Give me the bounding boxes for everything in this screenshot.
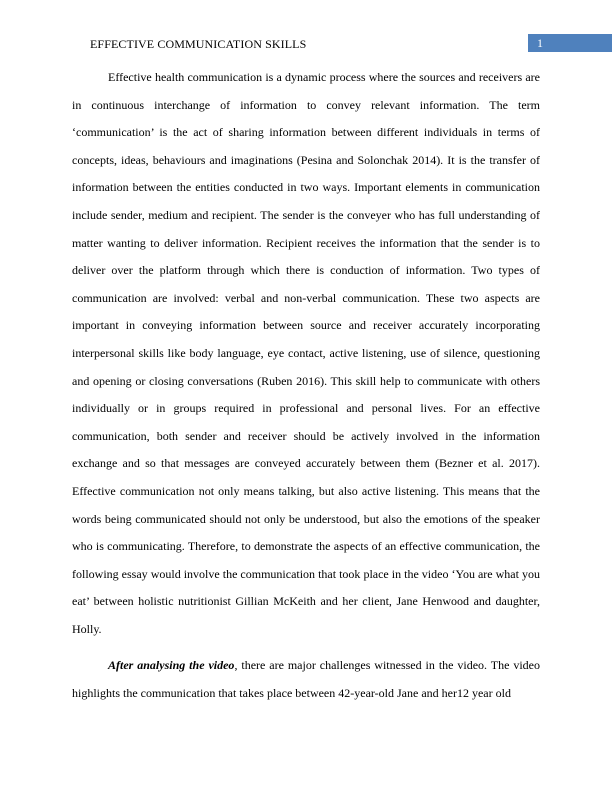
paragraph-2	[72, 652, 540, 707]
page-number-box	[528, 34, 612, 52]
page-number: 1	[537, 36, 543, 50]
paragraph-1: Effective health communication is a dynamic process where the sources and receivers are in continuous interchange of information to convey relevant information. The term ‘communication’ is the act of sharing information between different individuals in terms of concepts, ideas, behaviours and imaginations (Pesina and Solonchak 2014). It is the transfer of information between the entities conducted in two ways. Important elements in communication include sender, medium and recipient. The sender is the conveyer who has full understanding of matter wanting to deliver information. Recipient receives the information that the sender is to deliver over the platform through which there is conduction of information. Two types of communication are involved: verbal and non-verbal communication. These two aspects are important in conveying information between source and receiver accurately incorporating interpersonal skills like body language, eye contact, active listening, use of silence, questioning and opening or closing conversations (Ruben 2016). This skill help to communicate with others individually or in groups required in professional and personal lives. For an effective communication, both sender and receiver should be actively involved in the information exchange and so that messages are conveyed accurately between them (Bezner et al. 2017). Effective communication not only means talking, but also active listening. This means that the words being communicated should not only be understood, but also the emotions of the speaker who is communicating. Therefore, to demonstrate the aspects of an effective communication, the following essay would involve the communication that took place in the video ‘You are what you eat’ between holistic nutritionist Gillian McKeith and her client, Jane Henwood and daughter, Holly.	[72, 70, 540, 636]
body-text	[72, 64, 540, 708]
paragraph-2-text: , there are major challenges witnessed in the video. The video highlights the communication that takes place between 42-year-old Jane and her12 year old	[72, 658, 540, 701]
paragraph-2-lead: After analysing the video	[108, 658, 235, 673]
running-head: EFFECTIVE COMMUNICATION SKILLS	[90, 37, 307, 51]
